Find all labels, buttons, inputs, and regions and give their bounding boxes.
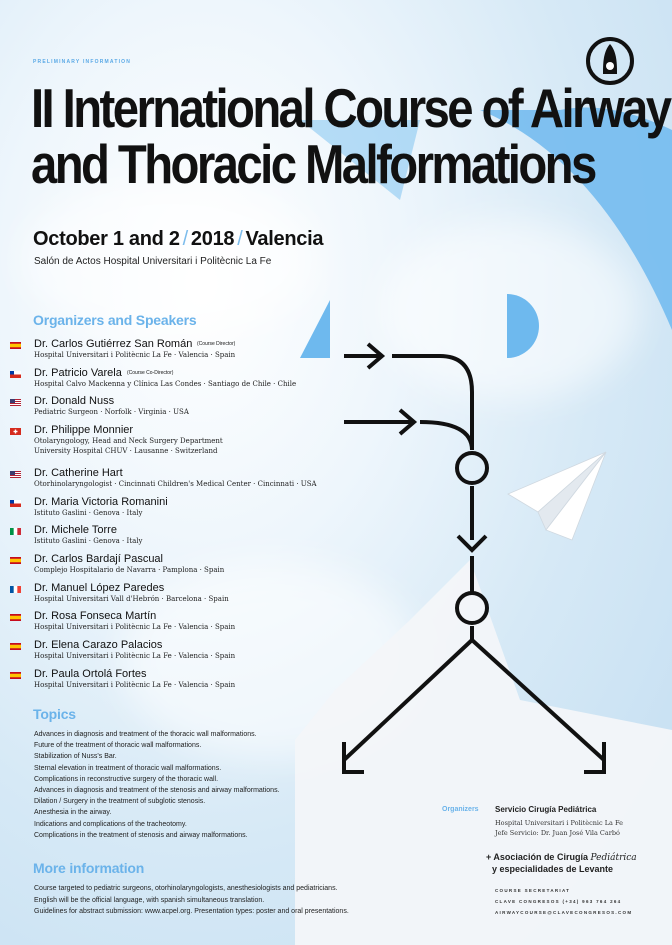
organizer-name: Servicio Cirugía Pediátrica bbox=[495, 805, 597, 814]
blue-half-circle-shape bbox=[507, 294, 539, 358]
association-script: Pediátrica bbox=[590, 853, 637, 863]
secretariat-email: AIRWAYCOURSE@CLAVECONGRESOS.COM bbox=[495, 910, 633, 915]
organizer-head: Jefe Servicio: Dr. Juan José Vila Carbó bbox=[495, 829, 620, 837]
spain-flag-icon bbox=[10, 643, 21, 650]
title-line-2: and Thoracic Malformations bbox=[31, 133, 595, 195]
topics-list bbox=[34, 729, 314, 841]
spain-flag-icon bbox=[10, 672, 21, 679]
speaker-affiliation: Hospital Universitari Vall d'Hebrón · Barcelona · Spain bbox=[34, 595, 229, 603]
speaker-affiliation: University Hospital CHUV · Lausanne · Switzerland bbox=[34, 447, 218, 455]
association-name bbox=[486, 852, 637, 875]
title-line-1: II International Course of Airway bbox=[31, 77, 670, 139]
date-days: October 1 and 2 bbox=[33, 228, 180, 250]
speaker-name: Dr. Philippe Monnier bbox=[34, 424, 134, 436]
topic-item: Stabilization of Nuss's Bar. bbox=[34, 753, 117, 761]
speaker-name: Dr. Paula Ortolá Fortes bbox=[34, 668, 147, 680]
ring-shape bbox=[457, 453, 487, 483]
topic-item: Complications in reconstructive surgery of the thoracic wall. bbox=[34, 775, 219, 783]
secretariat-company: CLAVE CONGRESOS (+34) 963 764 264 bbox=[495, 899, 622, 904]
topic-item: Dilation / Surgery in the treatment of subglotic stenosis. bbox=[34, 798, 206, 806]
speaker-affiliation: Istituto Gaslini · Genova · Italy bbox=[34, 509, 143, 517]
speaker-affiliation: Otolaryngology, Head and Neck Surgery Department bbox=[34, 437, 223, 445]
topic-item: Anesthesia in the airway. bbox=[34, 809, 112, 817]
topic-item: Sternal elevation in treatment of thoracic wall malformations. bbox=[34, 764, 222, 772]
switzerland-flag-icon bbox=[10, 428, 21, 435]
speaker-role: (Course Co-Director) bbox=[127, 370, 174, 376]
association-line2: y especialidades de Levante bbox=[492, 864, 614, 874]
organizers-label: Organizers bbox=[442, 806, 479, 813]
spain-flag-icon bbox=[10, 557, 21, 564]
date-city: Valencia bbox=[245, 228, 324, 250]
speaker-name: Dr. Maria Victoria Romanini bbox=[34, 496, 168, 508]
speaker-name: Dr. Elena Carazo Palacios bbox=[34, 639, 163, 651]
speaker-affiliation: Complejo Hospitalario de Navarra · Pamplona · Spain bbox=[34, 566, 225, 574]
organizer-hospital: Hospital Universitari i Politècnic La Fe bbox=[495, 819, 623, 827]
speaker-name: Dr. Patricio Varela bbox=[34, 367, 122, 379]
topic-item: Future of the treatment of thoracic wall malformations. bbox=[34, 742, 202, 750]
speaker-affiliation: Istituto Gaslini · Genova · Italy bbox=[34, 537, 143, 545]
speakers-heading: Organizers and Speakers bbox=[33, 312, 197, 328]
blue-triangle-shape bbox=[300, 300, 330, 358]
speaker-name: Dr. Michele Torre bbox=[34, 524, 117, 536]
page-title bbox=[31, 77, 670, 195]
topic-item: Complications in the treatment of stenosis and airway malformations. bbox=[34, 831, 248, 839]
france-flag-icon bbox=[10, 586, 21, 593]
chile-flag-icon bbox=[10, 371, 21, 378]
topics-heading: Topics bbox=[33, 706, 76, 722]
spain-flag-icon bbox=[10, 614, 21, 621]
more-info-line: Course targeted to pediatric surgeons, otorhinolaryngologists, anesthesiologists and pediatricians. bbox=[34, 885, 338, 892]
speaker-name: Dr. Rosa Fonseca Martín bbox=[34, 610, 157, 622]
topic-item: Advances in diagnosis and treatment of the stenosis and airway malformations. bbox=[34, 787, 280, 795]
airway-path bbox=[392, 356, 472, 450]
association-prefix: + Asociación de Cirugía bbox=[486, 852, 588, 862]
speaker-name: Dr. Carlos Gutiérrez San Román bbox=[34, 338, 193, 350]
spain-flag-icon bbox=[10, 342, 21, 349]
chile-flag-icon bbox=[10, 500, 21, 507]
speaker-affiliation: Hospital Universitari i Politècnic La Fe · Valencia · Spain bbox=[34, 351, 236, 359]
speaker-affiliation: Pediatric Surgeon · Norfolk · Virginia · USA bbox=[34, 408, 189, 416]
usa-flag-icon bbox=[10, 471, 21, 478]
more-info-list bbox=[34, 883, 349, 918]
speaker-role: (Course Director) bbox=[197, 341, 236, 347]
speaker-affiliation: Hospital Universitari i Politècnic La Fe · Valencia · Spain bbox=[34, 652, 236, 660]
speaker-affiliation: Otorhinolaryngologist · Cincinnati Children's Medical Center · Cincinnati · USA bbox=[34, 480, 317, 488]
italy-flag-icon bbox=[10, 528, 21, 535]
venue: Salón de Actos Hospital Universitari i Politècnic La Fe bbox=[34, 256, 272, 267]
paper-plane-icon bbox=[508, 452, 606, 540]
speaker-affiliation: Hospital Universitari i Politècnic La Fe · Valencia · Spain bbox=[34, 681, 236, 689]
airway-path bbox=[420, 422, 472, 450]
topic-item: Advances in diagnosis and treatment of the thoracic wall malformations. bbox=[34, 731, 257, 738]
date-separator: / bbox=[237, 228, 243, 250]
speaker-name: Dr. Carlos Bardají Pascual bbox=[34, 553, 163, 565]
speaker-name: Dr. Catherine Hart bbox=[34, 467, 123, 479]
date-separator: / bbox=[182, 228, 188, 250]
preliminary-label: PRELIMINARY INFORMATION bbox=[33, 59, 132, 65]
speaker-affiliation: Hospital Calvo Mackenna y Clínica Las Condes · Santiago de Chile · Chile bbox=[34, 380, 297, 388]
more-info-line: English will be the official language, with spanish simultaneous translation. bbox=[34, 896, 265, 904]
more-info-heading: More information bbox=[33, 860, 145, 876]
date-year: 2018 bbox=[190, 228, 235, 250]
topic-item: Indications and complications of the tracheotomy. bbox=[34, 820, 187, 828]
secretariat-label: COURSE SECRETARIAT bbox=[495, 888, 571, 893]
event-date bbox=[33, 228, 323, 251]
more-info-line: Guidelines for abstract submission: www.acpel.org. Presentation types: poster and oral presentations. bbox=[34, 908, 349, 915]
speaker-affiliation: Hospital Universitari i Politècnic La Fe · Valencia · Spain bbox=[34, 623, 236, 631]
usa-flag-icon bbox=[10, 399, 21, 406]
speaker-name: Dr. Donald Nuss bbox=[34, 395, 115, 407]
speaker-name: Dr. Manuel López Paredes bbox=[34, 582, 165, 594]
